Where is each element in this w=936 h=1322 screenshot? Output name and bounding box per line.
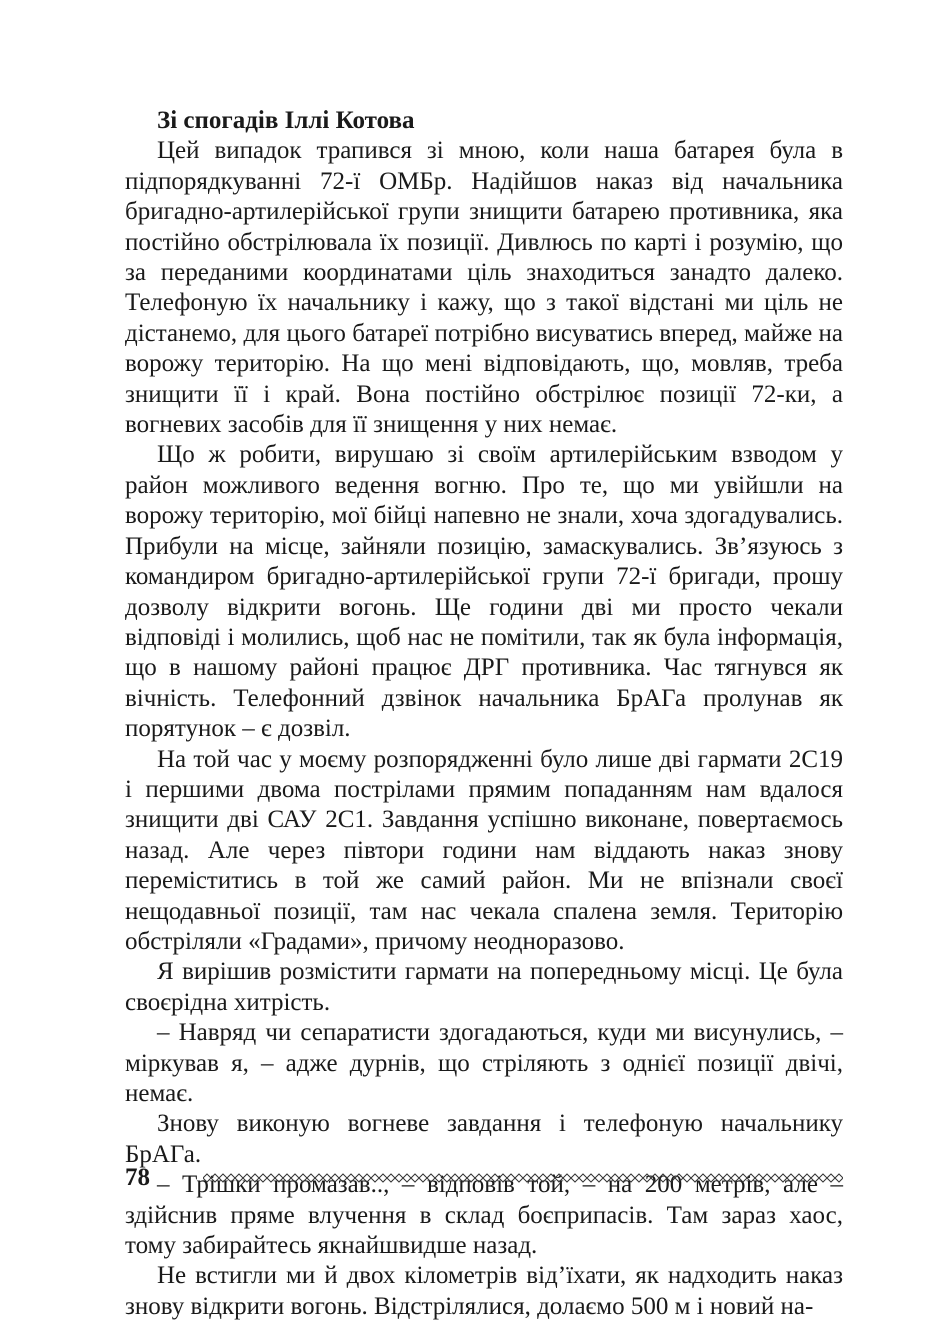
paragraph-3: На той час у моєму розпорядженні було лише дві гармати 2С19 і першими двома пострілами прямим попаданням нам вдалося знищити дві САУ 2С1. Завдання успішно виконане, повертаємось назад. Але через півтори години нам віддають наказ знову переміститись в той же самий район. Ми не впізнали своєї нещодавньої позиції, там нас чекала спалена земля. Територію обстріляли «Градами», причому неодноразово.	[125, 745, 843, 955]
paragraph-1: Цей випадок трапився зі мною, коли наша батарея була в підпорядкуванні 72-ї ОМБр. Надійшов наказ від начальника бригадно-артилерійської групи знищити батарею противника, яка постійно обстрілювала їх позиції. Дивлюсь по карті і розумію, що за переданими координатами ціль знаходиться занадто далеко. Телефоную їх начальнику і кажу, що з такої відстані ми ціль не дістанемо, для цього батареї потрібно висуватись вперед, майже на ворожу територію. На що мені відповідають, що, мовляв, треба знищити її і край. Вона постійно обстрілює позиції 72-ки, а вогневих засобів для її знищення у них немає.	[125, 137, 843, 439]
page-body	[125, 106, 843, 1322]
page-footer	[125, 1163, 843, 1193]
page-number: 78	[125, 1164, 150, 1191]
paragraph-4: Я вирішив розмістити гармати на попередньому місці. Це була своєрідна хитрість.	[125, 958, 843, 1016]
paragraph-8: Не встигли ми й двох кілометрів від’їхати, як надходить наказ знову відкрити вогонь. Відстрілялися, долаємо 500 м і новий на-	[125, 1262, 843, 1320]
section-heading: Зі спогадів Іллі Котова	[157, 107, 415, 134]
paragraph-5: – Навряд чи сепаратисти здогадаються, куди ми висунулись, – міркував я, – адже дурнів, що стріляють з однієї позиції двічі, немає.	[125, 1019, 843, 1107]
paragraph-2: Що ж робити, вирушаю зі своїм артилерійським взводом у район можливого ведення вогню. Про те, що ми увійшли на ворожу територію, мої бійці напевно не знали, хоча здогадувались. Прибули на місце, зайняли позицію, замаскувались. Зв’язуюсь з командиром бригадно-артилерійської групи 72-ї бригади, прошу дозволу відкрити вогонь. Ще години дві ми просто чекали відповіді і молились, щоб нас не помітили, так як була інформація, що в нашому районі працює ДРГ противника. Час тягнувся як вічність. Телефонний дзвінок начальника БрАГа пролунав як порятунок – є дозвіл.	[125, 441, 843, 743]
diamond-chain-ornament-icon	[203, 1173, 843, 1183]
paragraph-6: Знову виконую вогневе завдання і телефоную начальнику БрАГа.	[125, 1110, 843, 1168]
paragraph-7: – Трішки промазав.., – відповів той, – на 200 метрів, але – здійснив пряме влучення в склад боєприпасів. Там зараз хаос, тому забирайтесь якнайшвидше назад.	[125, 1171, 843, 1260]
